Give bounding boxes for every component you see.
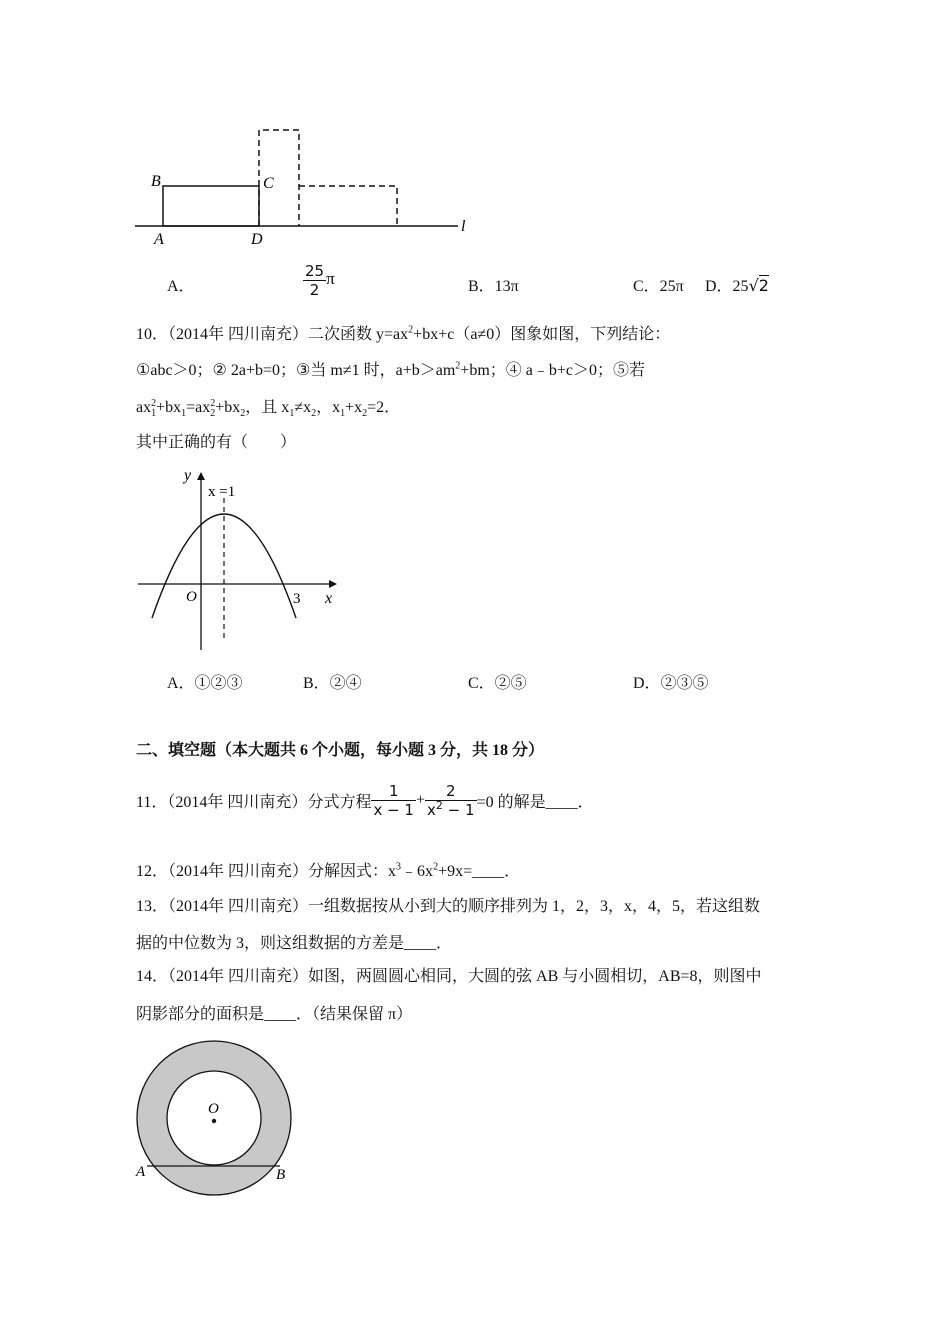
symmetry-label: x =1 [208, 484, 236, 500]
q13-line1: 13．（2014年 四川南充）一组数据按从小到大的顺序排列为 1，2，3，x，4，5，若这组数 [136, 898, 761, 915]
q9-option-d[interactable]: D．25√2 [705, 276, 769, 295]
parabola-graph [130, 460, 350, 655]
q10-line4: 其中正确的有（ ） [136, 434, 297, 451]
concentric-circles-figure [130, 1038, 300, 1198]
q10-option-c[interactable]: C．②⑤ [468, 675, 527, 692]
rectangle-abcd [163, 186, 259, 226]
center-point [212, 1119, 216, 1123]
label-c: C [263, 175, 274, 192]
q13-source: （2014年 四川南充） [168, 898, 309, 915]
sqrt-symbol: √ [748, 276, 759, 295]
q10-option-a[interactable]: A．①②③ [167, 675, 243, 692]
origin-label: O [186, 589, 197, 605]
rolling-rectangle-figure [130, 120, 480, 250]
x-axis-arrow [329, 580, 337, 588]
q11-fraction-1: $\frac{1}{x - 1}$ [373, 782, 414, 819]
label-a: A [154, 231, 164, 248]
dashed-lying-rect [299, 186, 397, 226]
label-o: O [208, 1101, 219, 1117]
label-d: D [251, 231, 263, 248]
q12: 12．（2014年 四川南充）分解因式：$x^3﹣6x^2+9x=\_\_\_\_$． [136, 861, 521, 880]
q10-source: （2014年 四川南充） [168, 326, 309, 343]
q14-number: 14． [136, 968, 169, 985]
label-l: l [461, 218, 466, 235]
tick-3: 3 [293, 591, 301, 607]
q10-line3: $ax_1^2+bx_1=ax_2^2+bx_2$，且 $x_1\ne x_2$，$x_1+x_2=2$． [136, 397, 401, 420]
y-label: y [184, 467, 192, 484]
q11-number: 11． [136, 794, 168, 811]
q10-line1: 10．（2014年 四川南充）二次函数 $y=ax^2+bx+c(a\ne 0)$图象如图，下列结论： [136, 324, 671, 343]
label-b-point: B [276, 1167, 286, 1183]
q9-option-a[interactable]: A． [167, 278, 195, 295]
q14-line1: 14．（2014年 四川南充）如图，两圆圆心相同，大圆的弦 AB 与小圆相切，AB=8，则图中 [136, 968, 762, 985]
q9-option-c[interactable]: C．25π [633, 278, 684, 295]
q13-number: 13． [136, 898, 169, 915]
q9-option-a-value: $\frac{25}{2}$ π [305, 262, 335, 299]
q9-option-b[interactable]: B．13π [468, 278, 519, 295]
q10-option-b[interactable]: B．②④ [303, 675, 362, 692]
q11-fraction-2: $\frac{2}{x^2 - 1}$ [427, 782, 475, 819]
q10-line2: ①abc＞0；② 2a+b=0；③当 m≠1 时，$a+b>am^2+bm$；④ a﹣b+c＞0；⑤若 [136, 360, 645, 379]
q12-source: （2014年 四川南充） [168, 863, 309, 880]
small-circle [167, 1071, 261, 1165]
q14-source: （2014年 四川南充） [168, 968, 309, 985]
q13-line2: 据的中位数为 3，则这组数据的方差是____． [136, 935, 453, 952]
y-axis-arrow [197, 472, 205, 480]
x-label: x [325, 590, 333, 607]
q11: 11．（2014年 四川南充）分式方程 $\frac{1}{x - 1}$ + $\frac{2}{x^2 - 1}$ =0 的解是____． [136, 782, 594, 819]
q10-option-d[interactable]: D．②③⑤ [633, 675, 709, 692]
q11-source: （2014年 四川南充） [167, 794, 308, 811]
q14-line2: 阴影部分的面积是____．（结果保留 π） [136, 1006, 413, 1023]
label-b: B [151, 173, 161, 190]
label-a-point: A [136, 1164, 146, 1180]
q10-number: 10． [136, 326, 169, 343]
section-2-title: 二、填空题（本大题共 6 个小题，每小题 3 分，共 18 分） [136, 742, 545, 759]
q12-number: 12． [136, 863, 169, 880]
